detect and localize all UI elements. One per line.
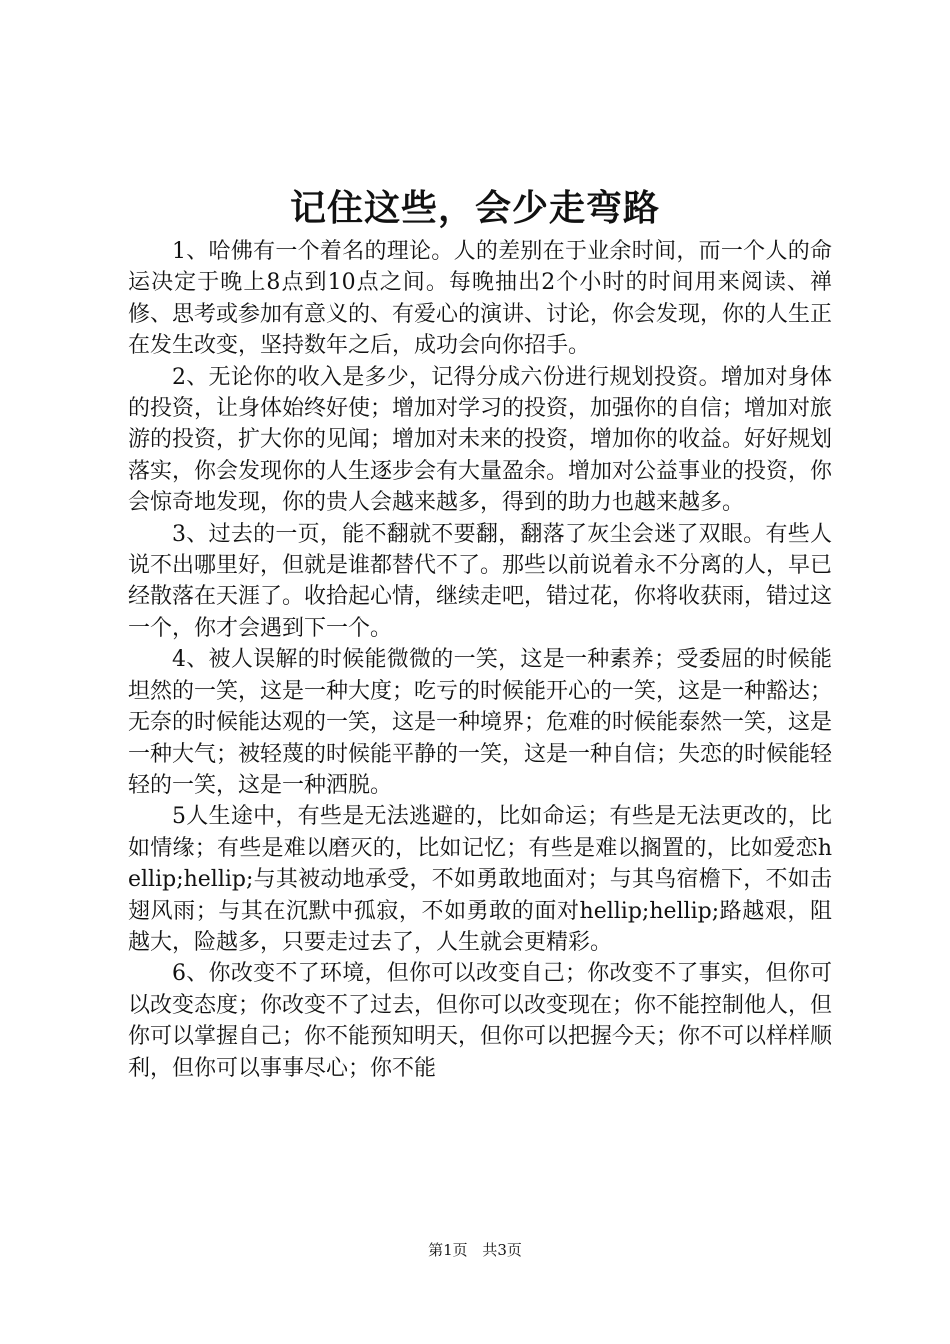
document-title: 记住这些，会少走弯路 <box>289 187 660 229</box>
document-body <box>128 236 832 1084</box>
paragraph-6: 6、你改变不了环境，但你可以改变自己；你改变不了事实，但你可以改变态度；你改变不了过去，但你可以改变现在；你不能控制他人，但你可以掌握自己；你不能预知明天，但你可以把握今天；你不可以样样顺利，但你可以事事尽心；你不能 <box>128 961 833 1081</box>
page-footer <box>0 1240 950 1260</box>
paragraph-3: 3、过去的一页，能不翻就不要翻，翻落了灰尘会迷了双眼。有些人说不出哪里好，但就是谁都替代不了。那些以前说着永不分离的人，早已经散落在天涯了。收拾起心情，继续走吧，错过花，你将收获雨，错过这一个，你才会遇到下一个。 <box>128 521 833 641</box>
paragraph-2: 2、无论你的收入是多少，记得分成六份进行规划投资。增加对身体的投资，让身体始终好使；增加对学习的投资，加强你的自信；增加对旅游的投资，扩大你的见闻；增加对未来的投资，增加你的收益。好好规划落实，你会发现你的人生逐步会有大量盈余。增加对公益事业的投资，你会惊奇地发现，你的贵人会越来越多，得到的助力也越来越多。 <box>128 364 833 516</box>
paragraph-1: 1、哈佛有一个着名的理论。人的差别在于业余时间，而一个人的命运决定于晚上8点到10点之间。每晚抽出2个小时的时间用来阅读、禅修、思考或参加有意义的、有爱心的演讲、讨论，你会发现，你的人生正在发生改变，坚持数年之后，成功会向你招手。 <box>128 239 833 359</box>
paragraph-5: 5人生途中，有些是无法逃避的，比如命运；有些是无法更改的，比如情缘；有些是难以磨灭的，比如记忆；有些是难以搁置的，比如爱恋hellip;hellip;与其被动地承受，不如勇敢地面对；与其鸟宿檐下，不如击翅风雨；与其在沉默中孤寂，不如勇敢的面对hellip;hellip;路越艰，阻越大，险越多，只要走过去了，人生就会更精彩。 <box>128 804 832 955</box>
page-number: 第1页 <box>428 1241 468 1259</box>
page-total: 共3页 <box>482 1241 522 1259</box>
paragraph-4: 4、被人误解的时候能微微的一笑，这是一种素养；受委屈的时候能坦然的一笑，这是一种大度；吃亏的时候能开心的一笑，这是一种豁达；无奈的时候能达观的一笑，这是一种境界；危难的时候能泰然一笑，这是一种大气；被轻蔑的时候能平静的一笑，这是一种自信；失恋的时候能轻轻的一笑，这是一种洒脱。 <box>128 647 833 798</box>
